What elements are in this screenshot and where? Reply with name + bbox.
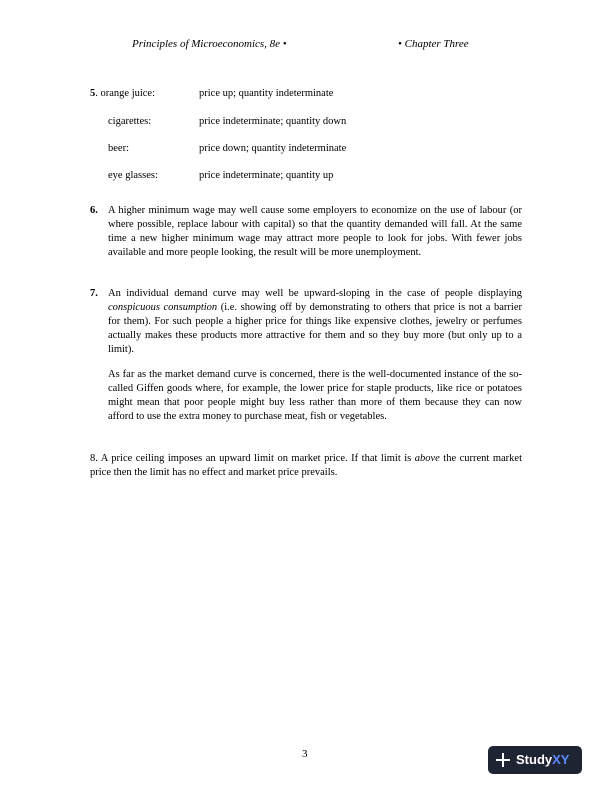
q5-item: beer: [108, 143, 129, 154]
running-header-chapter: • Chapter Three [398, 38, 469, 50]
q8-paragraph: 8. A price ceiling imposes an upward limit on market price. If that limit is above the current market price then the limit has no effect and market price prevails. [90, 453, 522, 478]
q5-desc: price indeterminate; quantity down [199, 116, 347, 127]
q8-emphasis: above [414, 453, 440, 464]
q7-paragraph-2: As far as the market demand curve is concerned, there is the well-documented instance of the so-called Giffen goods where, for example, the lower price for staple products, like rice or potatoes might mean that poor people might buy less rather than more of them because they can now afford to use the extra money to purchase meat, fish or vegetables. [108, 369, 522, 422]
q5-desc: price indeterminate; quantity up [199, 170, 334, 181]
q7-number: 7. [90, 288, 98, 299]
q7-emphasis: conspicuous consumption [108, 302, 218, 313]
studyxy-badge[interactable] [488, 746, 582, 774]
q6-text: A higher minimum wage may well cause some employers to economize on the use of labour (or where possible, replace labour with capital) so that the quantity demanded will fall. At the same time a new higher minimum wage may attract more people to look for jobs. With fewer jobs available and more people looking, the result will be more unemployment. [108, 205, 522, 258]
q5-item: 5. orange juice: [90, 88, 156, 99]
q5-desc: price down; quantity indeterminate [199, 143, 347, 154]
q6-number: 6. [90, 205, 98, 216]
running-header-book-title: Principles of Microeconomics, 8e • [132, 38, 287, 50]
q7-text: An individual demand curve may well be upward-sloping in the case of people displaying conspicuous consumption (i.e. showing off by demonstrating to others that price is not a barrier for them). For such people a higher price for things like expensive clothes, jewelry or perfumes actually makes these products more attractive for them and so they buy more (but only up to a limit). [108, 288, 522, 355]
q5-number: 5 [90, 88, 96, 99]
brand-name: StudyXY [516, 752, 570, 767]
q6-paragraph [90, 204, 522, 260]
page-number: 3 [302, 748, 308, 760]
q5-item: cigarettes: [108, 116, 152, 127]
q5-desc: price up; quantity indeterminate [199, 88, 334, 99]
plus-icon [496, 753, 510, 767]
q5-item: eye glasses: [108, 170, 158, 181]
q7-paragraph [90, 287, 522, 357]
